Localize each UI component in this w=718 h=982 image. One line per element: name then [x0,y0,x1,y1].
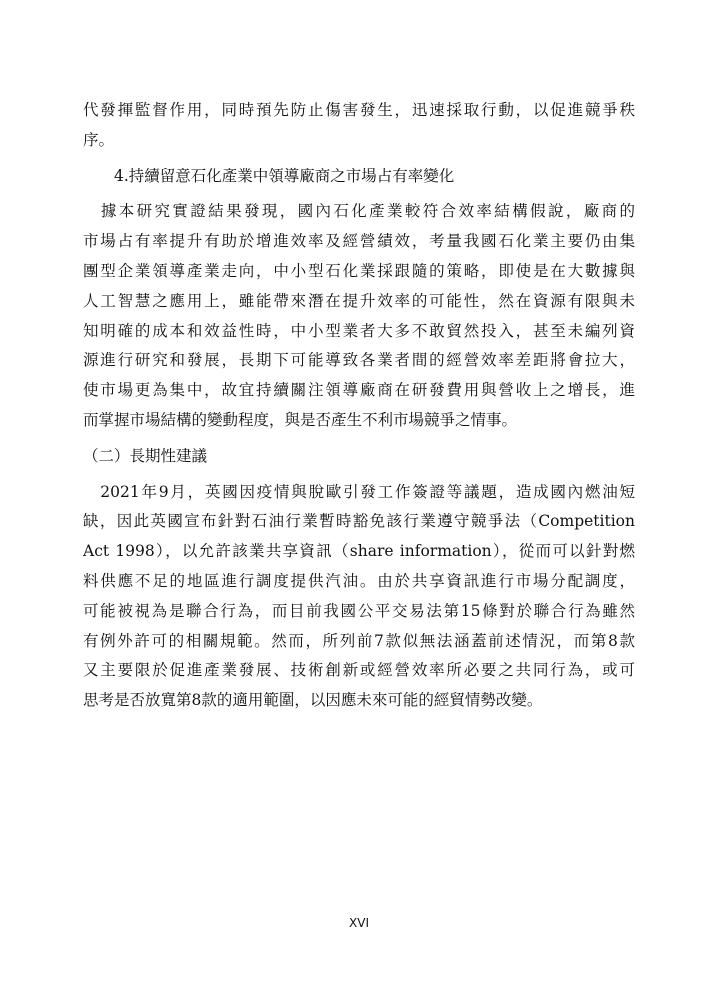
text-line: 源進行研究和發展，長期下可能導致各業者間的經營效率差距將會拉大， [83,351,635,370]
text-line: 代發揮監督作用，同時預先防止傷害發生，迅速採取行動，以促進競爭秩 [83,101,635,119]
paragraph-research-findings [83,197,635,435]
page-number: XVI [349,916,369,930]
text-line: 料供應不足的地區進行調度提供汽油。由於共享資訊進行市場分配調度， [83,571,635,590]
text-line: 使市場更為集中，故宜持續關注領導廠商在研發費用與營收上之增長，進 [83,381,635,400]
text-line: 序。 [83,130,115,149]
text-line: 有例外許可的相關規範。然而，所列前7款似無法涵蓋前述情況，而第8款 [83,631,635,650]
text-line: 人工智慧之應用上，雖能帶來潛在提升效率的可能性，然在資源有限與未 [83,291,635,310]
text-line: 又主要限於促進產業發展、技術創新或經營效率所必要之共同行為，或可 [83,661,635,680]
text-line: 團型企業領導產業走向，中小型石化業採跟隨的策略，即使是在大數據與 [83,261,635,280]
text-line: 而掌握市場結構的變動程度，與是否產生不利市場競爭之情事。 [83,410,518,429]
text-line: 市場占有率提升有助於增進效率及經營績效，考量我國石化業主要仍由集 [83,232,635,251]
text-line: 知明確的成本和效益性時，中小型業者大多不敢貿然投入，甚至未編列資 [83,321,635,340]
section-title: （二）長期性建議 [83,446,208,465]
subsection-heading: 4.持續留意石化產業中領導廠商之市場占有率變化 [114,166,455,185]
text-line: 據本研究實證結果發現，國內石化產業較符合效率結構假說，廠商的 [83,202,635,221]
text-line: 思考是否放寬第8款的適用範圍，以因應未來可能的經貿情勢改變。 [83,691,543,710]
paragraph-long-term [83,478,635,716]
document-body [83,96,635,716]
paragraph-continuation [83,96,635,156]
text-line: 缺，因此英國宣布針對石油行業暫時豁免該行業遵守競爭法（Competition [83,512,635,531]
text-line: 2021年9月，英國因疫情與脫歐引發工作簽證等議題，造成國內燃油短 [83,482,635,501]
text-line: Act 1998），以允許該業共享資訊（share information），從而可以針對燃 [83,542,635,561]
text-line: 可能被視為是聯合行為，而目前我國公平交易法第15條對於聯合行為雖然 [83,601,635,620]
